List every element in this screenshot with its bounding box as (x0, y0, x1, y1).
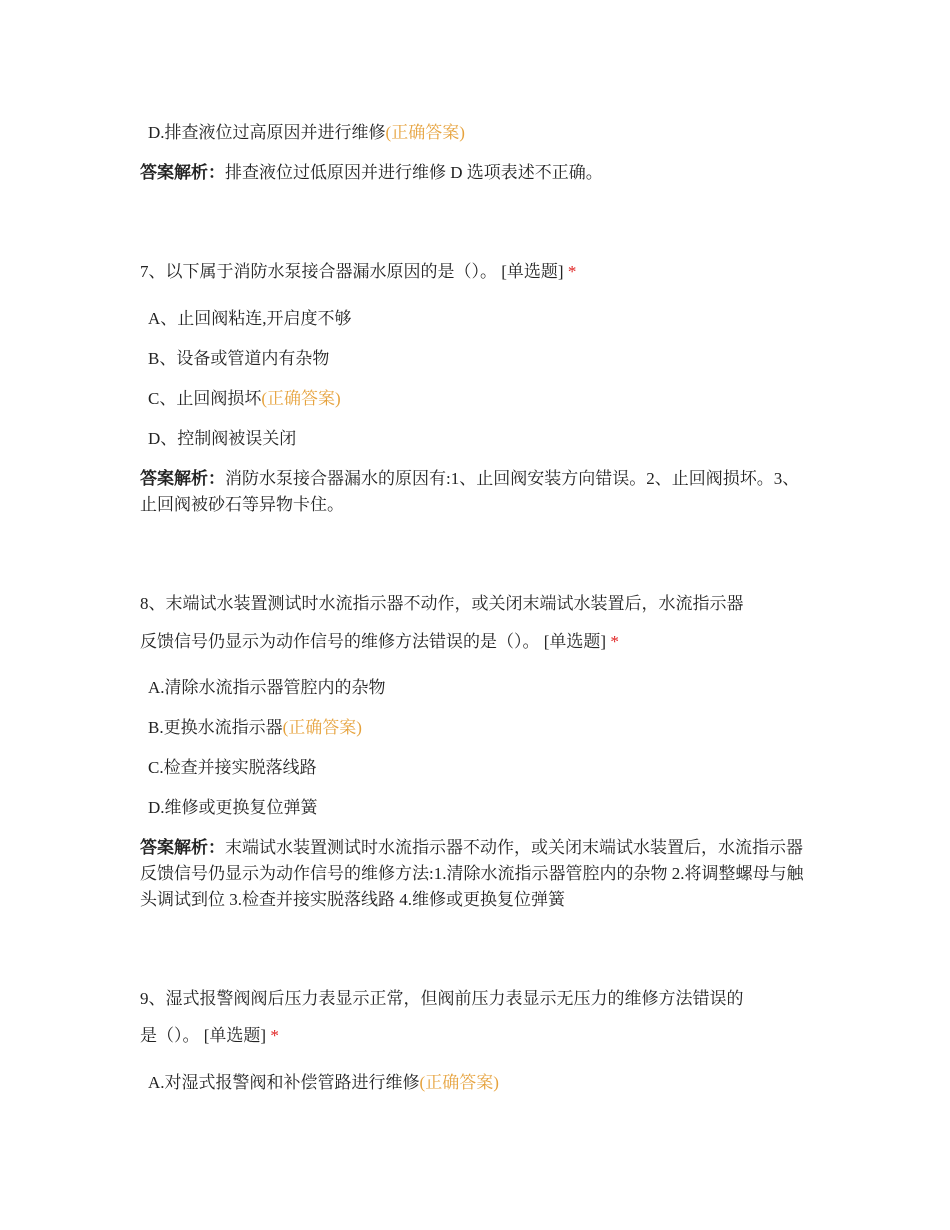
q6-analysis (140, 160, 815, 186)
question-text: 7、以下属于消防水泵接合器漏水原因的是（）。 [单选题] (140, 262, 564, 281)
correct-answer-tag: (正确答案) (261, 389, 341, 408)
option-text: B.更换水流指示器 (148, 718, 283, 737)
option-text: A、止回阀粘连,开启度不够 (148, 309, 352, 328)
required-mark: * (270, 1026, 279, 1045)
question-text: 是（）。 [单选题] (140, 1026, 267, 1045)
option-text: D.维修或更换复位弹簧 (148, 798, 318, 817)
q7-question (140, 260, 576, 284)
q7-option-a[interactable] (148, 307, 352, 331)
q8-option-b[interactable] (148, 716, 362, 740)
analysis-text: 排查液位过低原因并进行维修 D 选项表述不正确。 (225, 163, 603, 182)
required-mark: * (567, 262, 577, 281)
correct-answer-tag: (正确答案) (419, 1073, 499, 1092)
q7-option-d[interactable] (148, 427, 296, 451)
analysis-label: 答案解析： (140, 838, 225, 857)
option-text: D.排查液位过高原因并进行维修 (148, 123, 386, 142)
q7-analysis (140, 466, 815, 518)
analysis-text: 末端试水装置测试时水流指示器不动作，或关闭末端试水装置后，水流指示器反馈信号仍显示为动作信号的维修方法:1.清除水流指示器管腔内的杂物 2.将调整螺母与触头调试到位 3.检查并接实脱落线路 4.维修或更换复位弹簧 (140, 838, 804, 909)
question-text: 反馈信号仍显示为动作信号的维修方法错误的是（）。 [单选题] (140, 632, 607, 651)
q7-option-b[interactable] (148, 347, 329, 371)
q8-analysis (140, 835, 815, 913)
option-text: A.清除水流指示器管腔内的杂物 (148, 678, 386, 697)
q8-option-c[interactable] (148, 756, 317, 780)
analysis-label: 答案解析： (140, 469, 225, 488)
option-text: D、控制阀被误关闭 (148, 429, 297, 448)
correct-answer-tag: (正确答案) (282, 718, 362, 737)
question-text: 9、湿式报警阀阀后压力表显示正常，但阀前压力表显示无压力的维修方法错误的 (140, 989, 744, 1008)
q6-option-d[interactable] (148, 121, 465, 145)
q7-option-c[interactable] (148, 387, 341, 411)
question-text: 8、末端试水装置测试时水流指示器不动作，或关闭末端试水装置后，水流指示器 (140, 594, 744, 613)
q8-option-a[interactable] (148, 676, 386, 700)
q9-question-line2 (140, 1024, 279, 1048)
option-text: B、设备或管道内有杂物 (148, 349, 330, 368)
option-text: C、止回阀损坏 (148, 389, 262, 408)
q8-question-line1 (140, 592, 744, 616)
q9-question-line1 (140, 987, 744, 1011)
q8-option-d[interactable] (148, 796, 318, 820)
analysis-text: 消防水泵接合器漏水的原因有:1、止回阀安装方向错误。2、止回阀损坏。3、止回阀被砂石等异物卡住。 (140, 469, 800, 514)
option-text: C.检查并接实脱落线路 (148, 758, 317, 777)
analysis-label: 答案解析： (140, 163, 225, 182)
correct-answer-tag: (正确答案) (385, 123, 465, 142)
q9-option-a[interactable] (148, 1071, 499, 1095)
q8-question-line2 (140, 630, 619, 654)
required-mark: * (610, 632, 619, 651)
option-text: A.对湿式报警阀和补偿管路进行维修 (148, 1073, 420, 1092)
